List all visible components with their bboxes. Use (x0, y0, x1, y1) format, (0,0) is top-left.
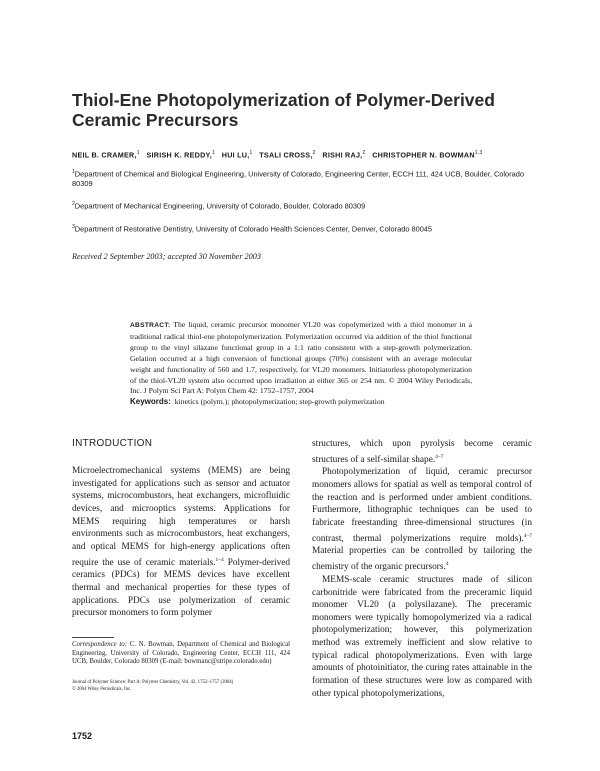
paper-title: Thiol-Ene Photopolymerization of Polymer-Derived Ceramic Precursors (72, 90, 495, 130)
author-name: CHRISTOPHER N. BOWMAN (372, 150, 475, 160)
journal-line: Journal of Polymer Science: Part A: Polymer Chemistry, Vol. 42, 1752–1757 (2004) (72, 680, 234, 685)
page-number: 1752 (72, 731, 93, 741)
intro-paragraph (72, 465, 290, 620)
paragraph-continuation (312, 438, 532, 466)
keywords-text: kinetics (polym.); photopolymerization; step-growth polymerization (174, 397, 385, 407)
author-name: RISHI RAJ, (322, 150, 363, 160)
journal-citation (72, 679, 292, 693)
affiliation-3 (72, 222, 542, 234)
citation-ref: 1–4 (215, 556, 224, 563)
affiliation-mark: 1 (72, 169, 75, 175)
author-affiliation-mark: 2 (362, 150, 366, 156)
affiliation-1 (72, 167, 542, 189)
affiliation-2 (72, 199, 542, 211)
copyright-line: © 2004 Wiley Periodicals, Inc. (72, 687, 132, 692)
section-heading-introduction: INTRODUCTION (72, 438, 153, 449)
keywords-line (130, 397, 472, 408)
footnote-label: Correspondence to: (72, 641, 127, 648)
paragraph-text: structures, which upon pyrolysis become ceramic structures of a self-similar shape. (312, 439, 532, 465)
right-column (312, 438, 532, 700)
author-affiliation-mark: 1,3 (474, 150, 483, 156)
affiliation-mark: 3 (72, 224, 75, 230)
left-column (72, 465, 290, 620)
keywords-label: Keywords: (130, 397, 171, 407)
author-affiliation-mark: 1 (136, 150, 140, 156)
author-name: TSALI CROSS, (259, 150, 313, 160)
abstract-text: The liquid, ceramic precursor monomer VL20 was copolymerized with a thiol monomer in a traditional radical thiol-ene photopolymerization. Polymerization occurred via addition of the thiol functional group to the vinyl silazane functional group in a 1:1 ratio consistent with a step-growth polymerization. Gelation occurred at a high conversion of functional groups (70%) consistent with an average molecular weight and functionality of 560 and 1.7, respectively, for VL20 monomers. Initiatorless photopolymerization of the thiol-VL20 system also occurred upon irradiation at either 365 or 254 nm. © 2004 Wiley Periodicals, Inc. J Polym Sci Part A: Polym Chem 42: 1752–1757, 2004 (130, 320, 472, 396)
affiliation-text: Department of Mechanical Engineering, University of Colorado, Boulder, Colorado 80309 (74, 201, 366, 211)
affiliation-text: Department of Restorative Dentistry, University of Colorado Health Sciences Center, Denver, Colorado 80045 (74, 224, 433, 234)
correspondence-footnote (72, 641, 290, 667)
author-name: HUI LU, (221, 150, 250, 160)
paragraph-text: MEMS-scale ceramic structures made of silicon carbonitride were fabricated from the preceramic liquid monomer VL20 (a polysilazane). The preceramic monomers were typically homopolymerized via a radical photopolymerization; however, this polymerization method was extremely inefficient and slow relative to typical radical photopolymerizations. Even with large amounts of photoinitiator, the curing rates attainable in the formation of these structures were low as compared with other typical photopolymerizations, (312, 574, 532, 699)
author-affiliation-mark: 1 (249, 150, 253, 156)
paragraph (312, 466, 532, 573)
paragraph-text: Material properties can be controlled by tailoring the chemistry of the organic precursors. (312, 546, 532, 573)
affiliation-mark: 2 (72, 201, 75, 207)
footnote-divider (72, 637, 114, 638)
author-name: NEIL B. CRAMER, (72, 150, 137, 160)
author-list (72, 150, 542, 159)
footnote-text: C. N. Bowman, Department of Chemical and Biological Engineering, University of Colorado, Engineering Center, ECCH 111, 424 UCB, Boulder, Colorado 80309 (E-mail: bowmanc@stripe.colorado.edu) (72, 641, 290, 666)
paragraph (312, 574, 532, 701)
affiliation-text: Department of Chemical and Biological Engineering, University of Colorado, Engineering Center, ECCH 111, 424 UCB, Boulder, Colorado 80309 (72, 169, 524, 189)
abstract-label: ABSTRACT: (130, 322, 171, 329)
citation-ref: 4–7 (435, 453, 444, 460)
citation-ref: 4–7 (523, 532, 532, 539)
paragraph-text: Microelectromechanical systems (MEMS) are being investigated for applications such as sensor and actuator systems, microcombustors, heat exchangers, microfluidic devices, and microoptics systems. Applications for MEMS requiring high temperatures or harsh environments such as microcombustors, heat exchangers, and optical MEMS for high-energy applications often require the use of ceramic materials. (72, 466, 290, 568)
author-affiliation-mark: 1 (212, 150, 216, 156)
received-dates: Received 2 September 2003; accepted 30 November 2003 (72, 252, 261, 261)
paragraph-text: Photopolymerization of liquid, ceramic precursor monomers allows for spatial as well as temporal control of the reaction and is performed under ambient conditions. Furthermore, lithographic techniques can be used to fabricate freestanding three-dimensional structures (in contrast, thermal polymerizations require molds). (312, 467, 532, 544)
author-name: SIRISH K. REDDY, (146, 150, 213, 160)
author-affiliation-mark: 2 (312, 150, 316, 156)
abstract-block (130, 320, 472, 408)
citation-ref: 4 (445, 561, 449, 568)
paragraph-text: Polymer-derived ceramics (PDCs) for MEMS devices have excellent thermal and mechanical properties for these types of applications. PDCs use polymerization of ceramic precursor monomers to form polymer (72, 557, 290, 619)
